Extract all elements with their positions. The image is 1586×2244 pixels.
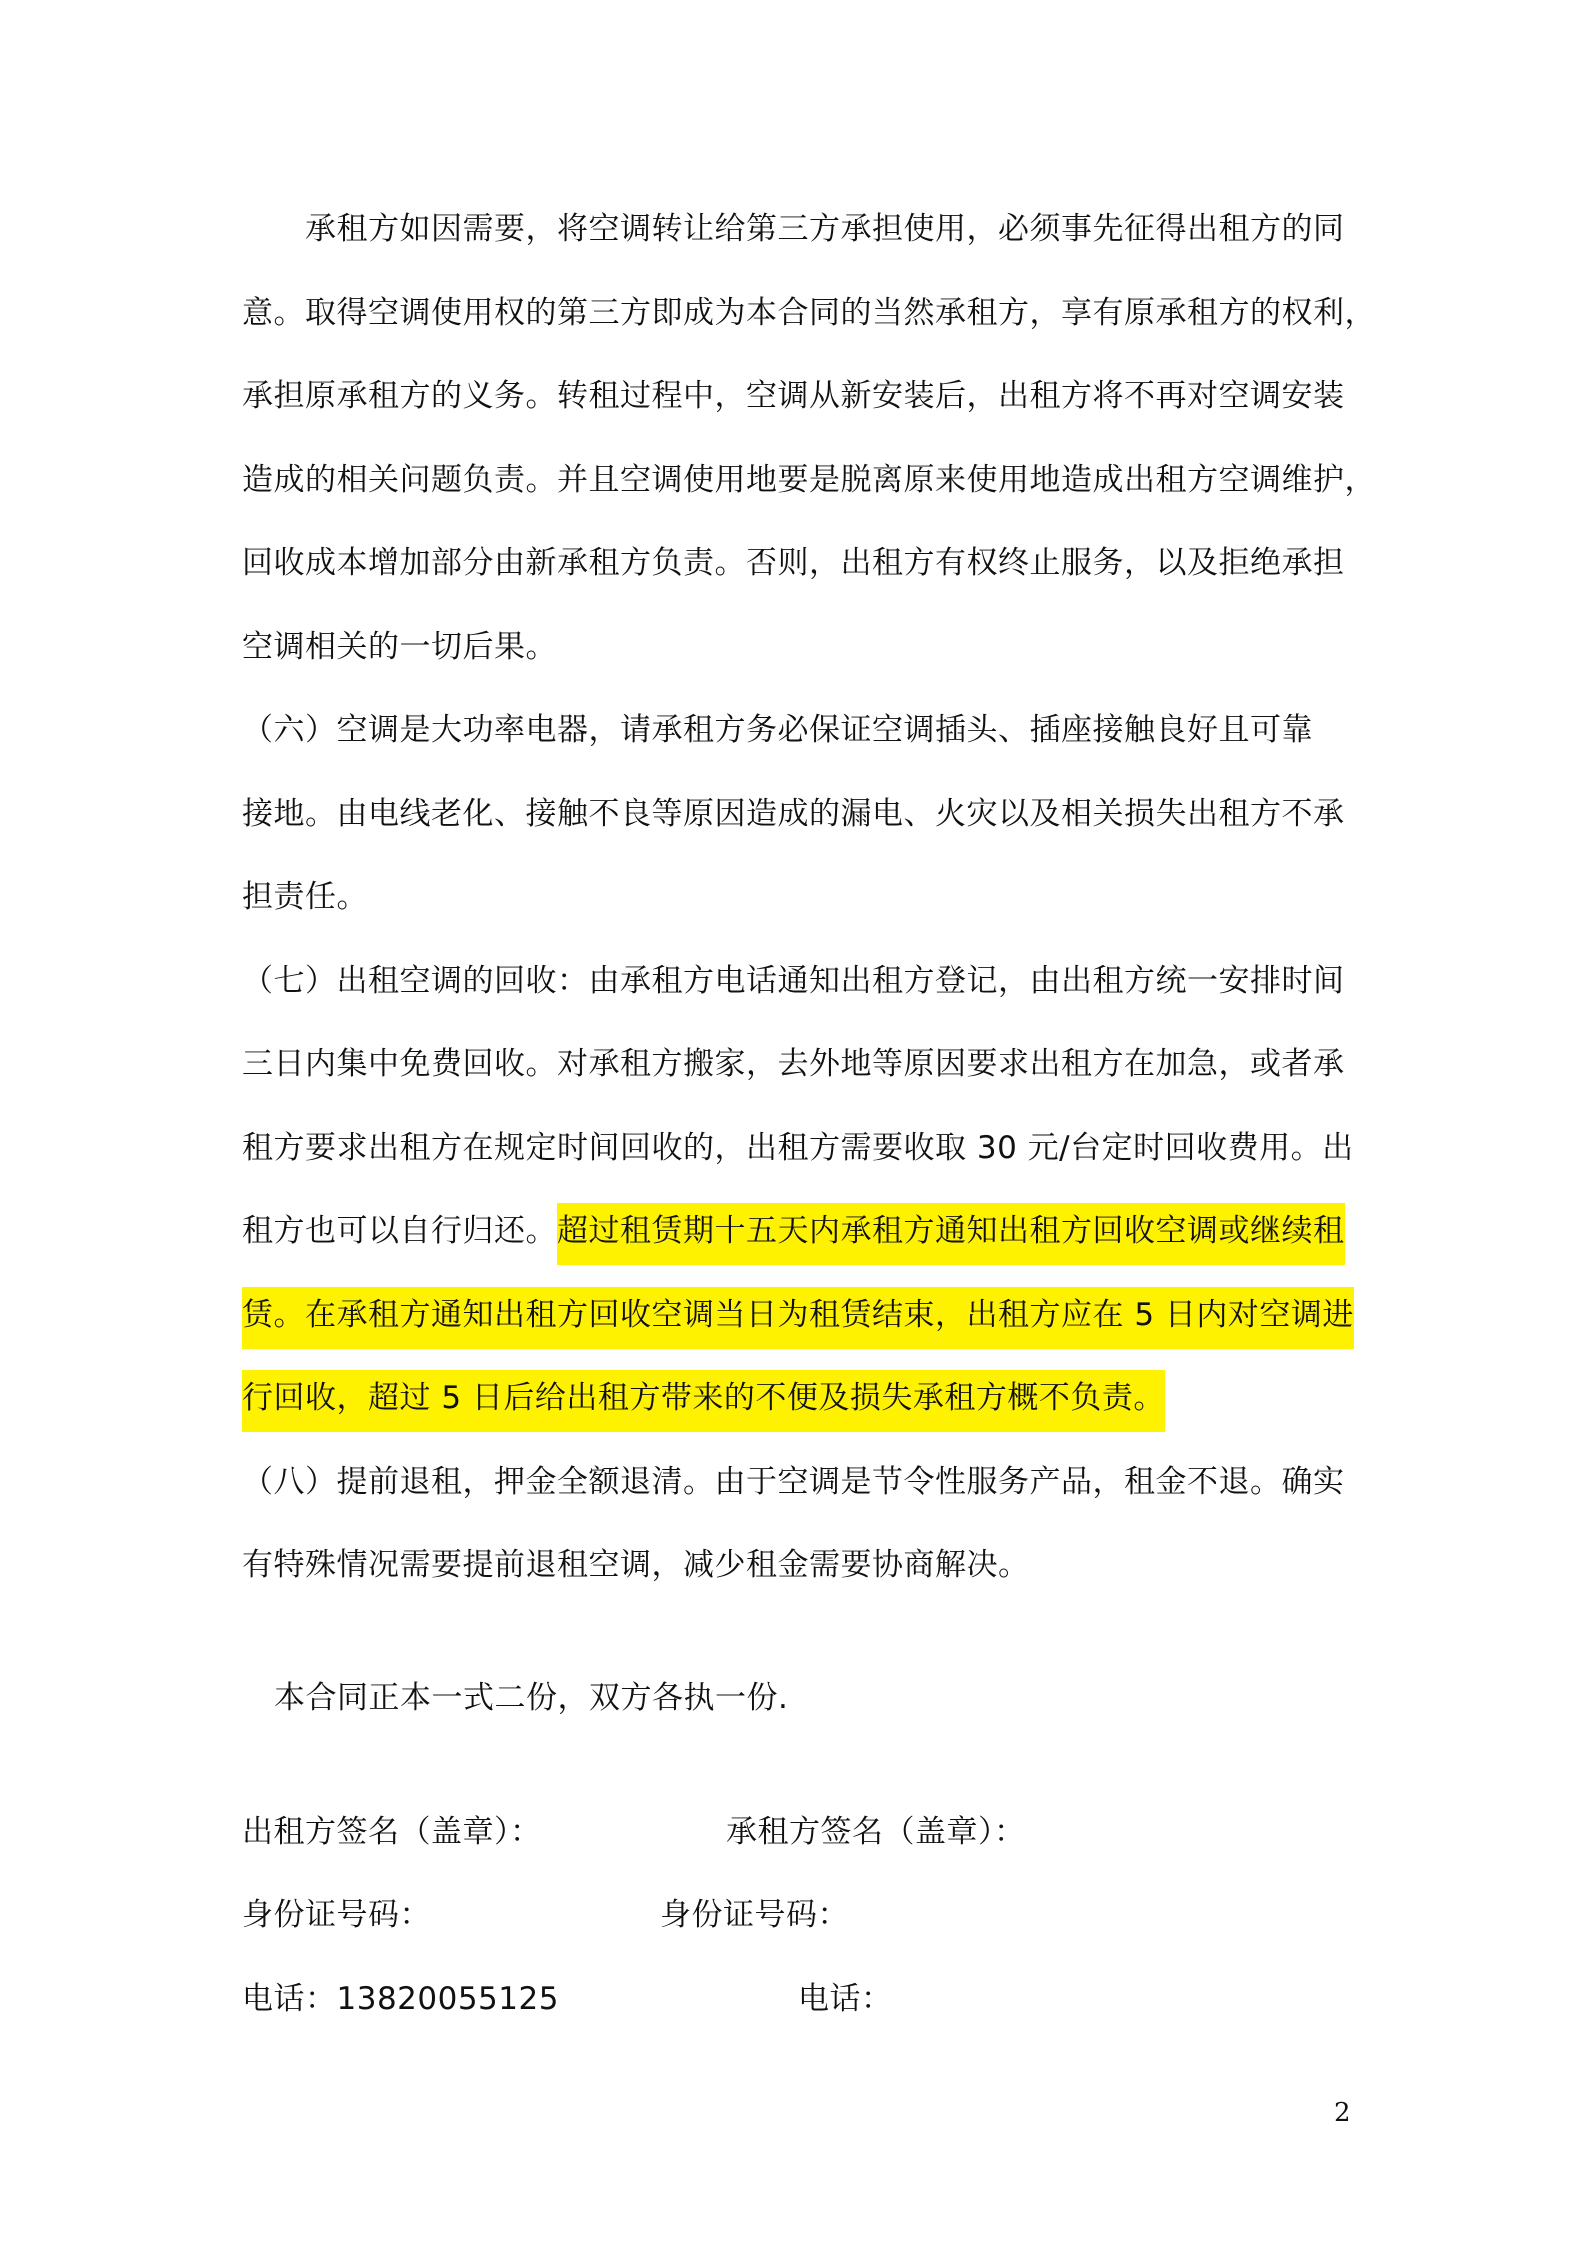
paragraph-line: 有特殊情况需要提前退租空调，减少租金需要协商解决。 xyxy=(242,1547,1030,1583)
lessee-signature-label: 承租方签名（盖章）： xyxy=(726,1814,1026,1850)
paragraph-line-highlighted xyxy=(242,1294,1354,1336)
paragraph-line: （八）提前退租，押金全额退清。由于空调是节令性服务产品，租金不退。确实 xyxy=(242,1464,1345,1500)
highlighted-text: 超过租赁期十五天内承租方通知出租方回收空调或继续租 xyxy=(557,1203,1345,1265)
highlighted-text: 行回收，超过 5 日后给出租方带来的不便及损失承租方概不负责。 xyxy=(242,1370,1165,1432)
plain-text: 租方也可以自行归还。 xyxy=(242,1213,557,1249)
paragraph-line: 租方要求出租方在规定时间回收的，出租方需要收取 30 元/台定时回收费用。出 xyxy=(242,1130,1354,1166)
paragraph-line: 意。取得空调使用权的第三方即成为本合同的当然承租方，享有原承租方的权利， xyxy=(242,295,1376,331)
page-number: 2 xyxy=(1334,2098,1351,2128)
paragraph-line-mixed xyxy=(242,1210,1345,1252)
paragraph-line: 造成的相关问题负责。并且空调使用地要是脱离原来使用地造成出租方空调维护， xyxy=(242,462,1376,498)
paragraph-line: （六）空调是大功率电器，请承租方务必保证空调插头、插座接触良好且可靠 xyxy=(242,712,1313,748)
paragraph-line-highlighted xyxy=(242,1377,1165,1419)
highlighted-text: 赁。在承租方通知出租方回收空调当日为租赁结束，出租方应在 5 日内对空调进 xyxy=(242,1287,1354,1349)
paragraph-line: 担责任。 xyxy=(242,879,368,915)
lessor-phone: 电话：13820055125 xyxy=(242,1981,559,2017)
paragraph-line: 三日内集中免费回收。对承租方搬家，去外地等原因要求出租方在加急，或者承 xyxy=(242,1046,1345,1082)
lessee-phone-label: 电话： xyxy=(798,1981,893,2017)
paragraph-line: 接地。由电线老化、接触不良等原因造成的漏电、火灾以及相关损失出租方不承 xyxy=(242,796,1345,832)
paragraph-line: 回收成本增加部分由新承租方负责。否则，出租方有权终止服务，以及拒绝承担 xyxy=(242,545,1345,581)
lessor-id-label: 身份证号码： xyxy=(242,1897,431,1933)
paragraph-line: （七）出租空调的回收：由承租方电话通知出租方登记，由出租方统一安排时间 xyxy=(242,963,1345,999)
paragraph-line: 承租方如因需要，将空调转让给第三方承担使用，必须事先征得出租方的同 xyxy=(242,211,1345,247)
copies-note: 本合同正本一式二份，双方各执一份. xyxy=(274,1680,789,1716)
lessor-signature-label: 出租方签名（盖章）： xyxy=(242,1814,542,1850)
lessee-id-label: 身份证号码： xyxy=(660,1897,849,1933)
paragraph-line: 承担原承租方的义务。转租过程中，空调从新安装后，出租方将不再对空调安装 xyxy=(242,378,1345,414)
paragraph-line: 空调相关的一切后果。 xyxy=(242,629,557,665)
